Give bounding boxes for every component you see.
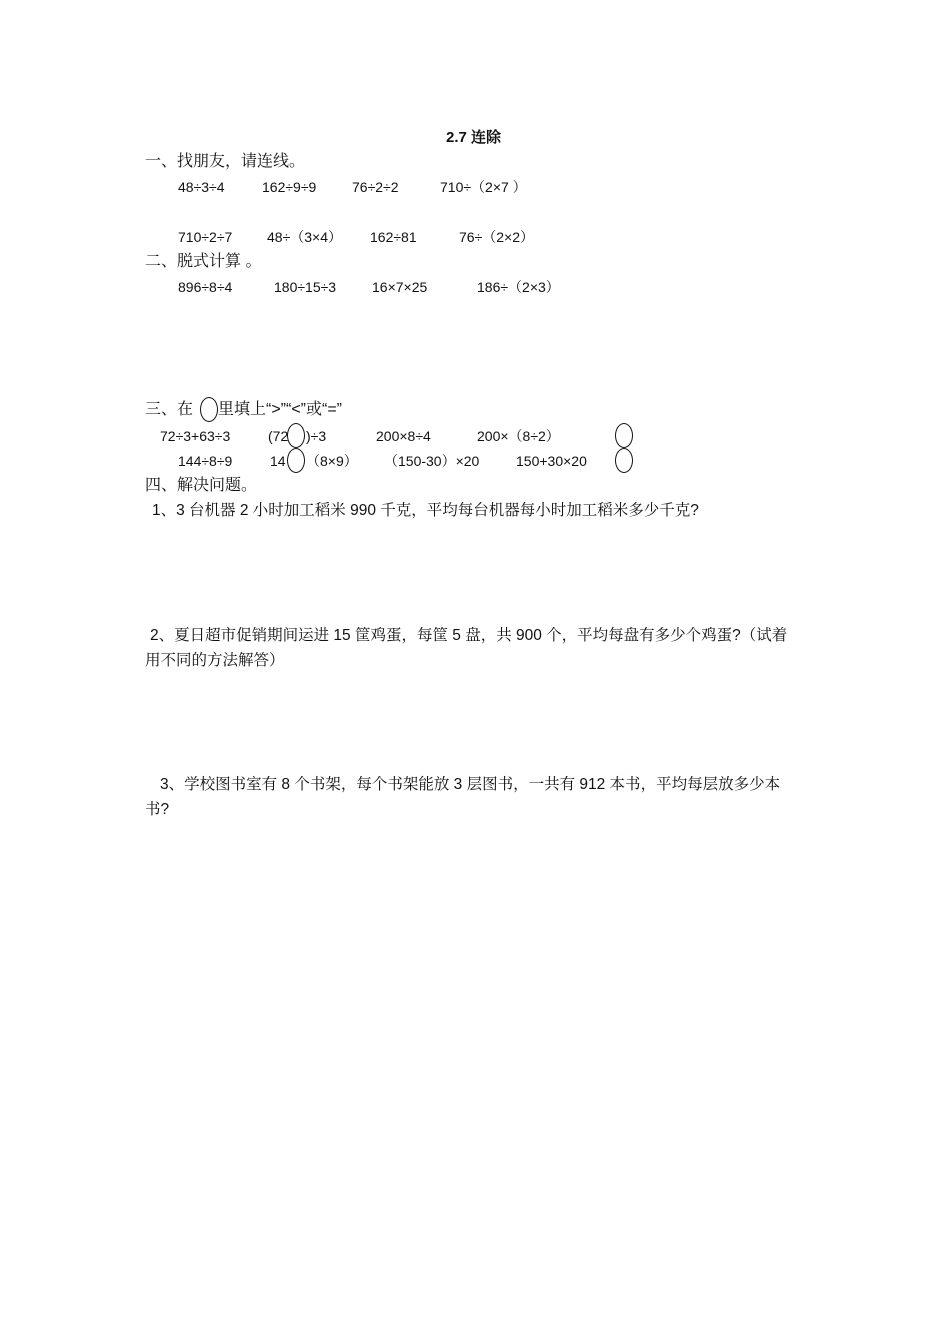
expr-s3-r1-2b: )÷3 — [306, 428, 327, 444]
expr-s2-2: 180÷15÷3 — [274, 279, 337, 295]
section3-heading-b: 里填上“>”“<”或“=” — [218, 401, 343, 418]
problem-3-line1: 3、学校图书室有 8 个书架，每个书架能放 3 层图书，一共有 912 本书，平均每层放多少本 — [160, 776, 781, 793]
expr-s1-r1-3: 76÷2÷2 — [352, 179, 399, 195]
expr-s3-r1-2a: (72 — [268, 428, 289, 444]
expr-s1-r1-2: 162÷9÷9 — [262, 179, 317, 195]
expr-s3-r2-1: 144÷8÷9 — [178, 453, 233, 469]
expr-s3-r2-4: 150+30×20 — [516, 453, 587, 469]
section3-heading-a: 三、在 — [145, 401, 194, 418]
expr-s3-r2-3: （150-30）×20 — [384, 453, 480, 469]
problem-1: 1、3 台机器 2 小时加工稻米 990 千克，平均每台机器每小时加工稻米多少千克? — [152, 502, 699, 519]
expr-s3-r2-2a: 14 — [270, 453, 286, 469]
expr-s1-r1-1: 48÷3÷4 — [178, 179, 225, 195]
expr-s3-r1-3: 200×8÷4 — [376, 428, 431, 444]
expr-s3-r1-1: 72÷3+63÷3 — [160, 428, 231, 444]
problem-2-line2: 用不同的方法解答） — [145, 652, 285, 669]
expr-s2-3: 16×7×25 — [372, 279, 428, 295]
section4-heading: 四、解决问题。 — [145, 477, 258, 494]
page-title: 2.7 连除 — [446, 129, 502, 146]
section1-heading: 一、找朋友，请连线。 — [145, 153, 306, 170]
compare-oval-4[interactable] — [615, 448, 633, 473]
expr-s2-1: 896÷8÷4 — [178, 279, 233, 295]
problem-3-line2: 书? — [145, 801, 170, 818]
expr-s1-r2-2: 48÷（3×4） — [267, 229, 343, 245]
compare-oval-3[interactable] — [287, 448, 305, 473]
expr-s3-r1-4: 200×（8÷2） — [477, 428, 560, 444]
expr-s3-r2-2b: （8×9） — [306, 453, 358, 469]
expr-s1-r2-4: 76÷（2×2） — [459, 229, 535, 245]
problem-2-line1: 2、夏日超市促销期间运进 15 筐鸡蛋，每筐 5 盘，共 900 个，平均每盘有多少个鸡蛋?（试着 — [150, 627, 788, 644]
compare-oval-2[interactable] — [615, 423, 633, 448]
expr-s1-r2-1: 710÷2÷7 — [178, 229, 233, 245]
compare-oval-1[interactable] — [287, 423, 305, 448]
compare-oval-heading — [200, 397, 218, 422]
section2-heading: 二、脱式计算 。 — [145, 253, 262, 270]
expr-s2-4: 186÷（2×3） — [477, 279, 560, 295]
expr-s1-r1-4: 710÷（2×7 ） — [440, 179, 527, 195]
expr-s1-r2-3: 162÷81 — [370, 229, 417, 245]
